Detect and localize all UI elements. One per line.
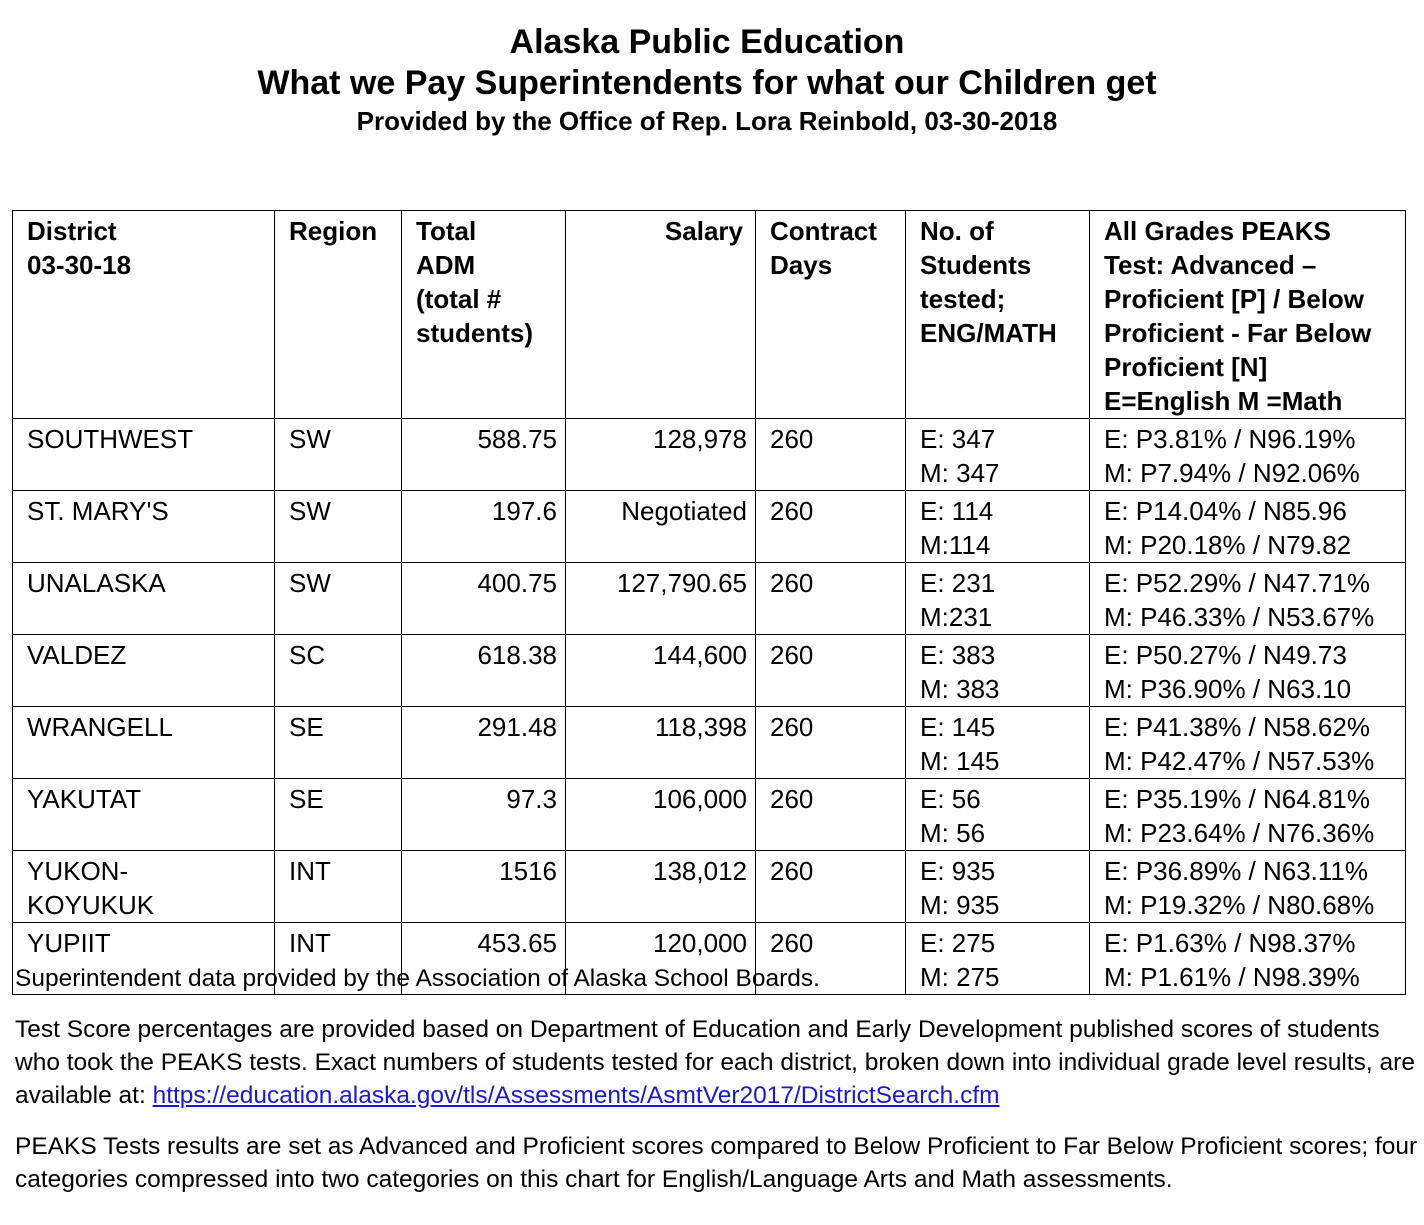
students-tested-cell-text: E: 275	[920, 928, 996, 958]
peaks-results-cell	[1090, 635, 1406, 707]
contract-days-cell	[756, 779, 906, 851]
students-tested-cell-text: M: 145	[920, 746, 1000, 776]
table-row	[13, 491, 1406, 563]
district-cell	[13, 419, 275, 491]
district-cell	[13, 635, 275, 707]
peaks-results-cell-text: E: P3.81% / N96.19%	[1104, 424, 1356, 454]
region-cell-text: SW	[289, 568, 331, 598]
contract-days-cell-text: 260	[770, 496, 814, 526]
salary-cell-text: 118,398	[654, 712, 747, 742]
students-tested-cell-text: E: 114	[920, 496, 994, 526]
peaks-results-cell-text: E: P14.04% / N85.96	[1104, 496, 1347, 526]
main-title: Alaska Public Education	[509, 23, 905, 61]
contract-days-cell	[756, 635, 906, 707]
source-note: Superintendent data provided by the Association of Alaska School Boards.	[15, 965, 820, 992]
header-students-tested-line: ENG/MATH	[920, 318, 1057, 348]
salary-cell-text: 106,000	[653, 784, 747, 814]
salary-cell	[566, 491, 756, 563]
header-peaks-results	[1090, 211, 1406, 419]
region-cell-text: SW	[289, 424, 331, 454]
header-total-adm-line: students)	[416, 318, 533, 348]
header-total-adm-line: Total	[416, 216, 477, 246]
peaks-results-cell-text: E: P1.63% / N98.37%	[1104, 928, 1356, 958]
adm-cell-text: 453.65	[477, 928, 557, 958]
header-total-adm	[402, 211, 566, 419]
table-row	[13, 563, 1406, 635]
contract-days-cell	[756, 491, 906, 563]
peaks-results-cell-text: M: P36.90% / N63.10	[1104, 674, 1352, 704]
peaks-results-cell-text: E: P41.38% / N58.62%	[1104, 712, 1370, 742]
peaks-results-cell-text: M: P7.94% / N92.06%	[1104, 458, 1360, 488]
peaks-results-cell-text: M: P19.32% / N80.68%	[1104, 890, 1375, 920]
district-cell	[13, 851, 275, 923]
peaks-results-cell	[1090, 563, 1406, 635]
table-body	[13, 211, 1406, 995]
peaks-results-cell-text: M: P46.33% / N53.67%	[1104, 602, 1375, 632]
salary-cell	[566, 851, 756, 923]
district-cell	[13, 563, 275, 635]
district-cell-text: VALDEZ	[27, 640, 127, 670]
salary-cell	[566, 779, 756, 851]
header-total-adm-line: ADM	[416, 250, 476, 280]
district-cell	[13, 779, 275, 851]
adm-cell-text: 291.48	[477, 712, 557, 742]
superintendent-table	[12, 210, 1406, 995]
adm-cell-text: 618.38	[477, 640, 557, 670]
header-region	[275, 211, 402, 419]
peaks-note: PEAKS Tests results are set as Advanced and Proficient scores compared to Below Proficient to Far Below Proficient scores; four categories compressed into two categories on this chart for English/Language Arts and Math assessments.	[15, 1133, 1418, 1193]
contract-days-cell	[756, 563, 906, 635]
students-tested-cell	[906, 419, 1090, 491]
adm-cell-text: 588.75	[477, 424, 557, 454]
table-row	[13, 707, 1406, 779]
students-tested-cell	[906, 491, 1090, 563]
students-tested-cell	[906, 779, 1090, 851]
header-students-tested-line: tested;	[920, 284, 1006, 314]
peaks-results-cell-text: E: P35.19% / N64.81%	[1104, 784, 1370, 814]
region-cell-text: SE	[289, 784, 324, 814]
adm-cell-text: 1516	[499, 856, 557, 886]
contract-days-cell	[756, 419, 906, 491]
contract-days-cell	[756, 707, 906, 779]
document-title-block	[0, 22, 1424, 138]
header-total-adm-line: (total #	[416, 284, 502, 314]
adm-cell	[402, 563, 566, 635]
students-tested-cell-text: M: 383	[920, 674, 1000, 704]
adm-cell-text: 400.75	[477, 568, 557, 598]
students-tested-cell-text: M: 935	[920, 890, 1000, 920]
district-cell-text: YUPIIT	[27, 928, 111, 958]
header-region-line: Region	[289, 216, 378, 246]
peaks-results-cell-text: E: P36.89% / N63.11%	[1104, 856, 1369, 886]
students-tested-cell-text: M:114	[920, 530, 991, 560]
contract-days-cell-text: 260	[770, 856, 814, 886]
peaks-results-cell-text: M: P20.18% / N79.82	[1104, 530, 1352, 560]
region-cell	[275, 491, 402, 563]
contract-days-cell-text: 260	[770, 784, 814, 814]
peaks-results-cell	[1090, 419, 1406, 491]
header-row	[13, 211, 1406, 419]
students-tested-cell	[906, 563, 1090, 635]
region-cell	[275, 419, 402, 491]
contract-days-cell	[756, 851, 906, 923]
adm-cell	[402, 419, 566, 491]
district-cell-text: KOYUKUK	[27, 890, 155, 920]
salary-cell-text: 138,012	[653, 856, 747, 886]
district-cell	[13, 491, 275, 563]
subtitle: What we Pay Superintendents for what our Children get	[257, 64, 1157, 102]
peaks-results-cell-text: M: P42.47% / N57.53%	[1104, 746, 1375, 776]
district-cell-text: YAKUTAT	[27, 784, 142, 814]
adm-cell	[402, 491, 566, 563]
header-peaks-results-line: Proficient - Far Below	[1104, 318, 1372, 348]
header-contract-days	[756, 211, 906, 419]
header-contract-days-line: Days	[770, 250, 833, 280]
header-district	[13, 211, 275, 419]
peaks-results-cell	[1090, 779, 1406, 851]
table-row	[13, 779, 1406, 851]
salary-cell-text: 120,000	[653, 928, 747, 958]
header-salary	[566, 211, 756, 419]
header-peaks-results-line: Proficient [P] / Below	[1104, 284, 1365, 314]
district-cell	[13, 707, 275, 779]
peaks-results-cell	[1090, 707, 1406, 779]
salary-cell	[566, 707, 756, 779]
test-score-text: Test Score percentages are provided based on Department of Education and Early Development published scores of students who took the PEAKS tests. Exact numbers of students tested for each district, broken down into individual grade level results, are available at:	[15, 1016, 1415, 1109]
peaks-results-cell-text: E: P50.27% / N49.73	[1104, 640, 1347, 670]
peaks-results-cell-text: M: P23.64% / N76.36%	[1104, 818, 1375, 848]
peaks-results-cell-text: E: P52.29% / N47.71%	[1104, 568, 1370, 598]
district-cell-text: UNALASKA	[27, 568, 166, 598]
students-tested-cell-text: M:231	[920, 602, 993, 632]
table-row	[13, 419, 1406, 491]
header-students-tested-line: No. of	[920, 216, 994, 246]
test-score-note	[15, 1013, 1420, 1112]
contract-days-cell-text: 260	[770, 568, 814, 598]
students-tested-cell-text: M: 275	[920, 962, 1000, 992]
salary-cell-text: 144,600	[653, 640, 747, 670]
students-tested-cell-text: E: 145	[920, 712, 996, 742]
footnotes	[15, 962, 1420, 1196]
salary-cell-text: Negotiated	[621, 496, 747, 526]
contract-days-cell-text: 260	[770, 928, 814, 958]
salary-cell	[566, 419, 756, 491]
table-row	[13, 851, 1406, 923]
students-tested-cell	[906, 635, 1090, 707]
region-cell	[275, 851, 402, 923]
students-tested-cell	[906, 707, 1090, 779]
district-cell-text: SOUTHWEST	[27, 424, 194, 454]
students-tested-cell	[906, 851, 1090, 923]
header-district-line: District	[27, 216, 117, 246]
table-row	[13, 635, 1406, 707]
salary-cell-text: 127,790.65	[616, 568, 747, 598]
district-cell-text: YUKON-	[27, 856, 129, 886]
region-cell-text: SE	[289, 712, 324, 742]
students-tested-cell-text: E: 383	[920, 640, 996, 670]
header-salary-line: Salary	[664, 216, 743, 246]
district-cell-text: ST. MARY'S	[27, 496, 169, 526]
peaks-results-cell-text: M: P1.61% / N98.39%	[1104, 962, 1360, 992]
students-tested-cell-text: E: 935	[920, 856, 996, 886]
students-tested-cell-text: M: 347	[920, 458, 1000, 488]
header-students-tested-line: Students	[920, 250, 1032, 280]
header-peaks-results-line: Proficient [N]	[1104, 352, 1268, 382]
header-contract-days-line: Contract	[770, 216, 877, 246]
region-cell-text: INT	[289, 856, 331, 886]
salary-cell	[566, 563, 756, 635]
region-cell	[275, 563, 402, 635]
header-peaks-results-line: Test: Advanced –	[1104, 250, 1317, 280]
header-peaks-results-line: E=English M =Math	[1104, 386, 1343, 416]
header-students-tested	[906, 211, 1090, 419]
district-cell-text: WRANGELL	[27, 712, 173, 742]
adm-cell-text: 97.3	[506, 784, 557, 814]
header-peaks-results-line: All Grades PEAKS	[1104, 216, 1331, 246]
adm-cell-text: 197.6	[491, 496, 557, 526]
header-district-line: 03-30-18	[27, 250, 132, 280]
students-tested-cell-text: E: 347	[920, 424, 996, 454]
adm-cell	[402, 635, 566, 707]
students-tested-cell-text: M: 56	[920, 818, 986, 848]
adm-cell	[402, 851, 566, 923]
adm-cell	[402, 779, 566, 851]
students-tested-cell-text: E: 231	[920, 568, 996, 598]
adm-cell	[402, 707, 566, 779]
region-cell-text: SW	[289, 496, 331, 526]
contract-days-cell-text: 260	[770, 712, 814, 742]
region-cell-text: SC	[289, 640, 326, 670]
district-search-link[interactable]: https://education.alaska.gov/tls/Assessments/AsmtVer2017/DistrictSearch.cfm	[152, 1082, 1000, 1109]
salary-cell-text: 128,978	[653, 424, 747, 454]
attribution: Provided by the Office of Rep. Lora Reinbold, 03-30-2018	[356, 106, 1058, 136]
salary-cell	[566, 635, 756, 707]
region-cell-text: INT	[289, 928, 331, 958]
contract-days-cell-text: 260	[770, 424, 814, 454]
region-cell	[275, 779, 402, 851]
region-cell	[275, 707, 402, 779]
students-tested-cell-text: E: 56	[920, 784, 981, 814]
peaks-results-cell	[1090, 851, 1406, 923]
region-cell	[275, 635, 402, 707]
peaks-results-cell	[1090, 491, 1406, 563]
contract-days-cell-text: 260	[770, 640, 814, 670]
